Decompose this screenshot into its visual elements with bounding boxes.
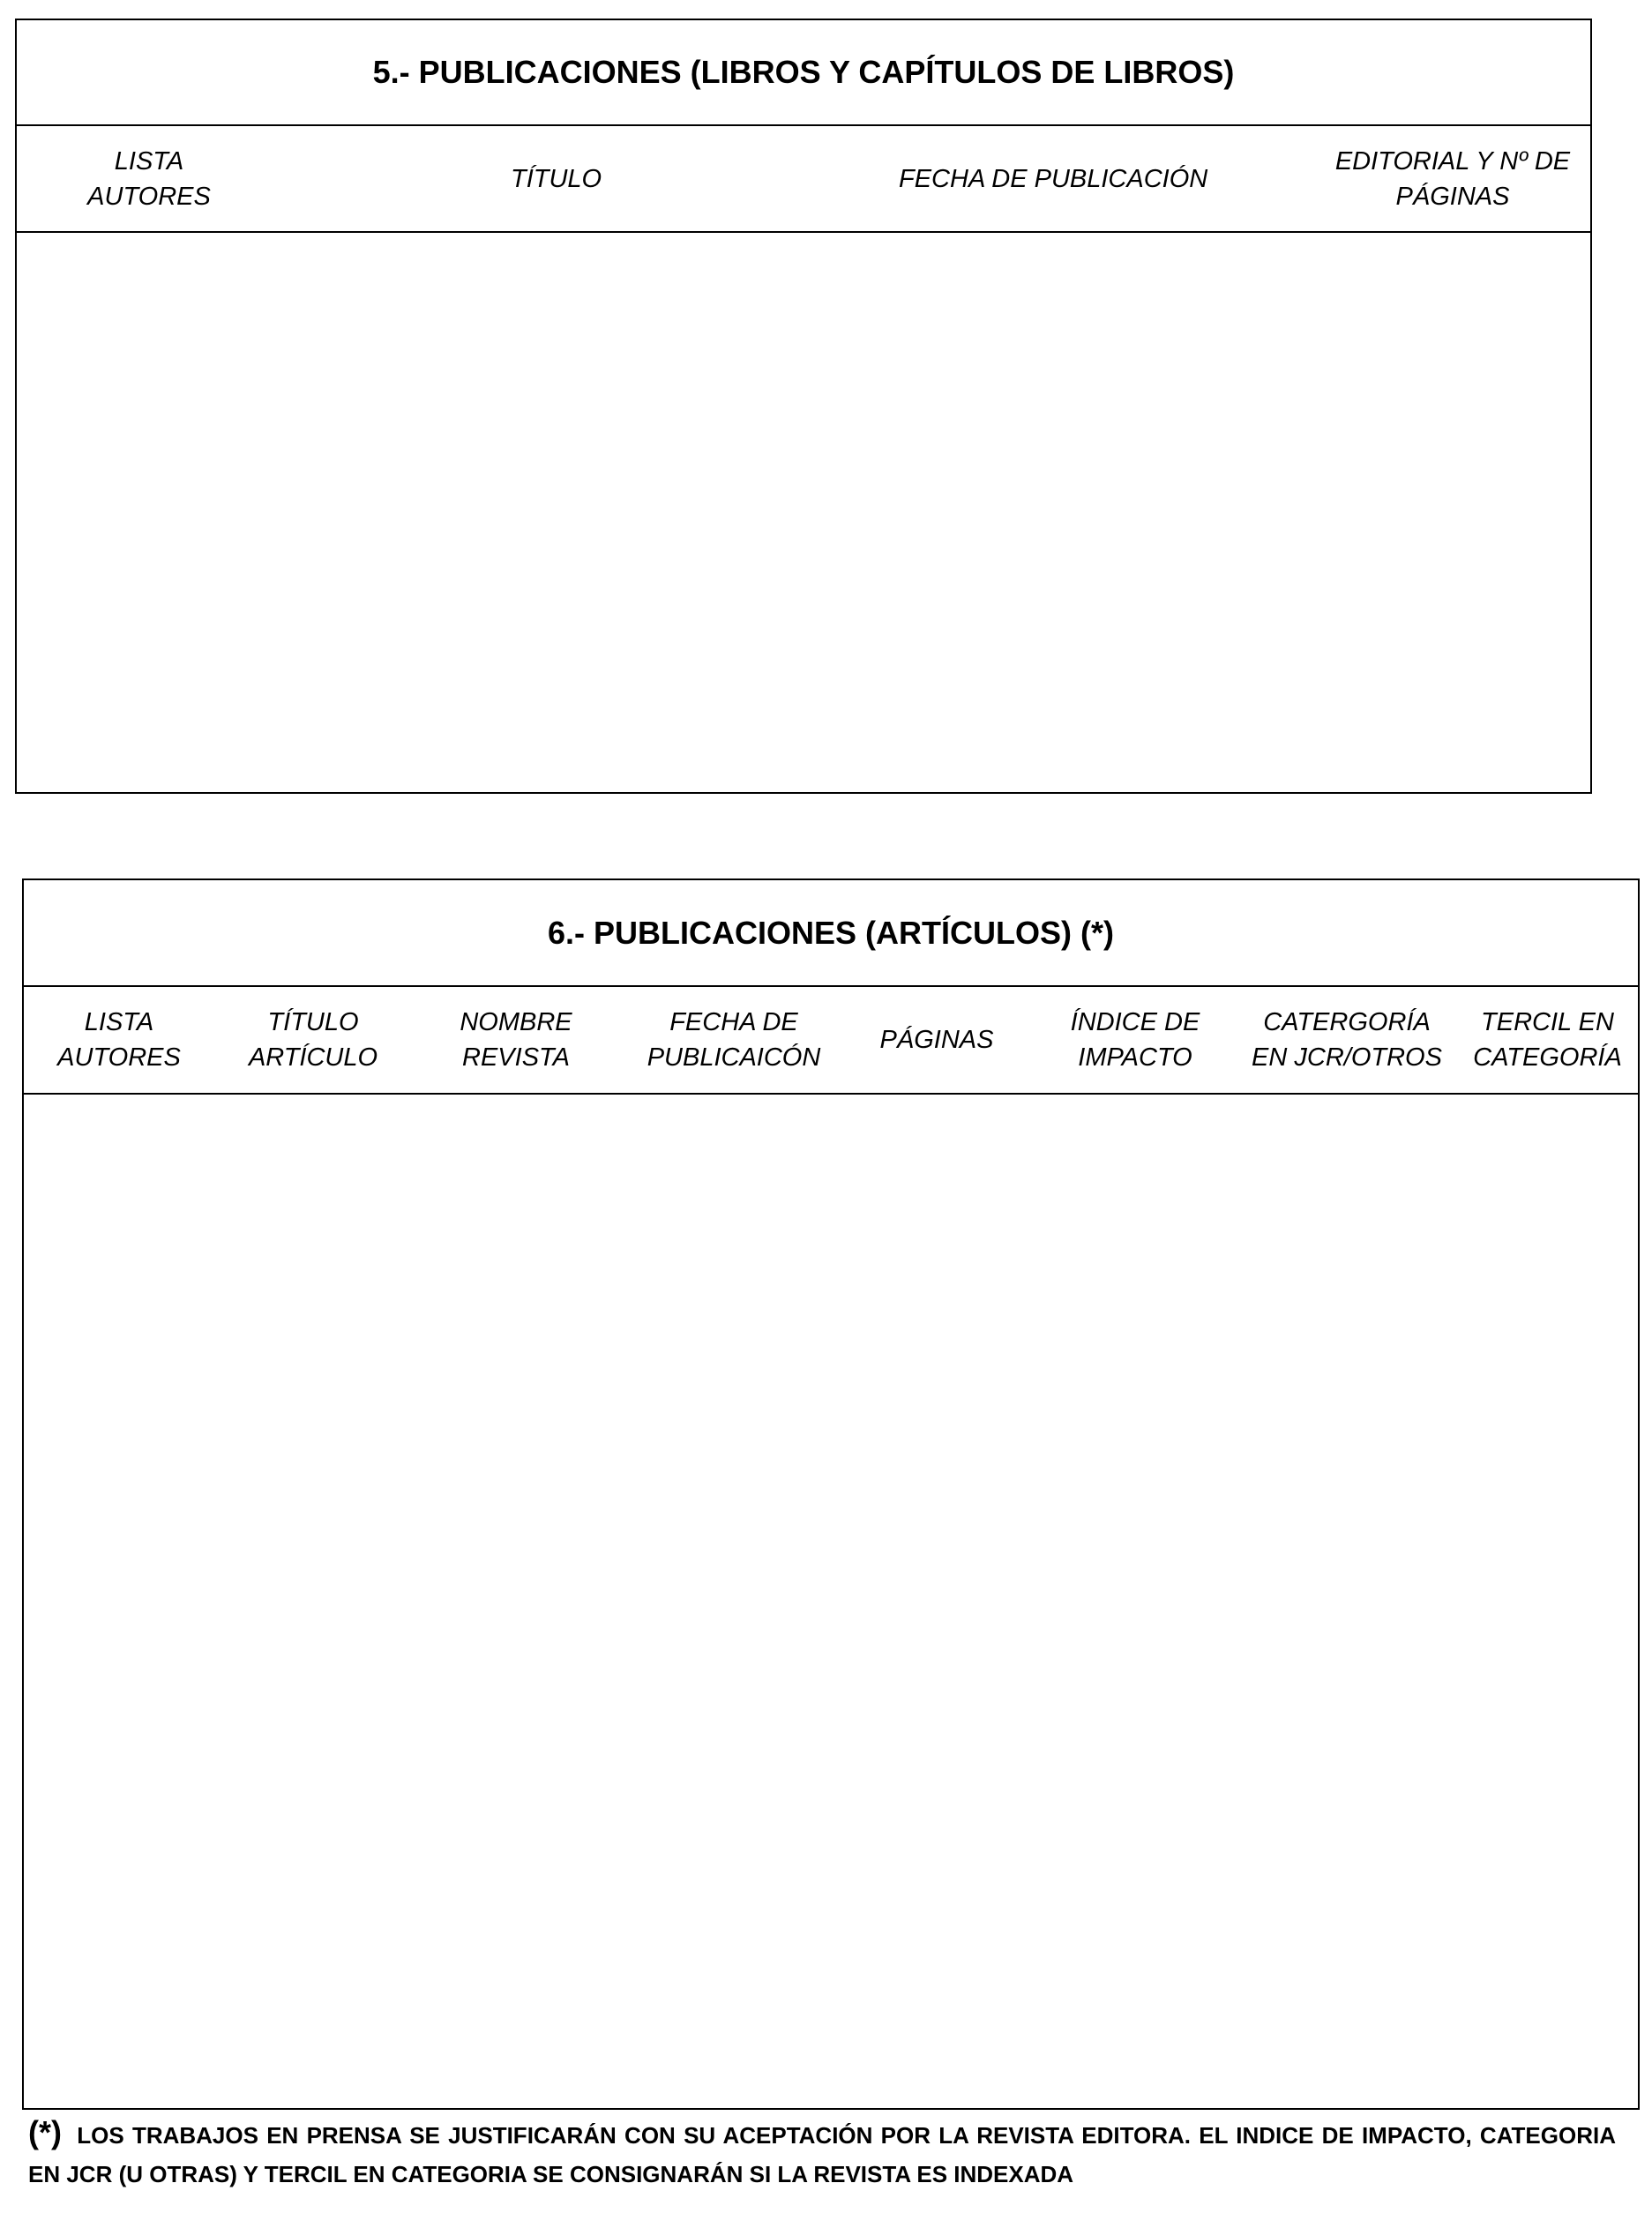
column-header-authors: LISTA AUTORES bbox=[87, 146, 211, 211]
column-header-row bbox=[17, 126, 1590, 233]
section-title bbox=[17, 20, 1590, 126]
column-header-authors: LISTA AUTORES bbox=[57, 1008, 181, 1072]
section-title-text: 6.- PUBLICACIONES (ARTÍCULOS) (*) bbox=[548, 914, 1114, 951]
section-title bbox=[24, 880, 1638, 987]
column-header-category-tercile: TERCIL EN CATEGORÍA bbox=[1473, 1008, 1622, 1072]
footnote-mark: (*) bbox=[28, 2114, 62, 2150]
articles-publications-table bbox=[22, 878, 1640, 2110]
column-header-impact-factor: ÍNDICE DE IMPACTO bbox=[1070, 1008, 1200, 1072]
column-header-pages: PÁGINAS bbox=[879, 1026, 994, 1054]
column-header-row bbox=[24, 987, 1638, 1095]
footnote bbox=[28, 2113, 1616, 2194]
column-header-publication-date: FECHA DE PUBLICAICÓN bbox=[647, 1008, 821, 1072]
books-publications-table bbox=[15, 19, 1592, 794]
column-header-jcr-category: CATERGORÍA EN JCR/OTROS bbox=[1252, 1008, 1442, 1072]
footnote-text: LOS TRABAJOS EN PRENSA SE JUSTIFICARÁN CON SU ACEPTACIÓN POR LA REVISTA EDITORA. EL INDICE DE IMPACTO, CATEGORIA EN JCR (U OTRAS) Y TERCIL EN CATEGORIA SE CONSIGNARÁN SI LA REVISTA ES INDEXADA bbox=[28, 2122, 1616, 2187]
section-title-text: 5.- PUBLICACIONES (LIBROS Y CAPÍTULOS DE LIBROS) bbox=[372, 54, 1235, 90]
column-header-journal-name: NOMBRE REVISTA bbox=[460, 1008, 572, 1072]
entries-area[interactable] bbox=[17, 233, 1590, 792]
column-header-publisher-pages: EDITORIAL Y Nº DE PÁGINAS bbox=[1334, 146, 1571, 211]
entries-area[interactable] bbox=[24, 1095, 1638, 2108]
column-header-publication-date: FECHA DE PUBLICACIÓN bbox=[899, 164, 1208, 193]
column-header-title: TÍTULO bbox=[511, 164, 602, 193]
column-header-article-title: TÍTULO ARTÍCULO bbox=[248, 1008, 378, 1072]
